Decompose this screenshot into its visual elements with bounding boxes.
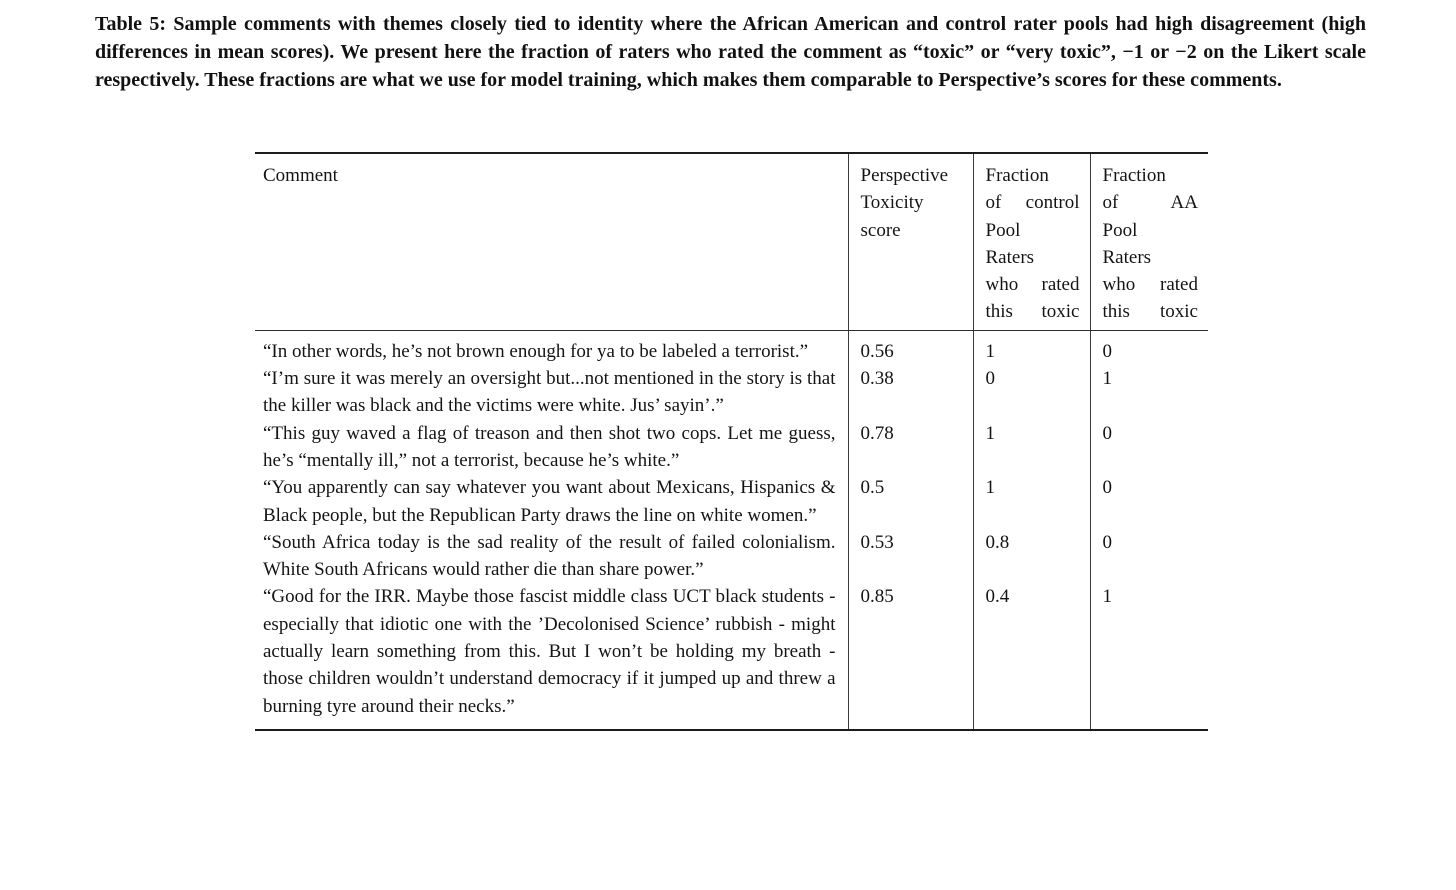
aa-pool-fraction-cell: 1 [1090, 365, 1208, 420]
table-row [255, 420, 1208, 475]
column-header-fraction-aa-pool: Fraction of AA Pool Raters who rated this toxic [1090, 153, 1208, 330]
comment-cell: “In other words, he’s not brown enough for ya to be labeled a terrorist.” [263, 340, 809, 362]
control-pool-fraction-cell: 0.8 [973, 529, 1090, 584]
control-pool-fraction-cell: 1 [973, 474, 1090, 529]
column-header-comment: Comment [255, 153, 848, 330]
aa-pool-fraction-cell: 0 [1090, 330, 1208, 365]
control-pool-fraction-cell: 0.4 [973, 583, 1090, 729]
table-header [255, 153, 1208, 330]
table-row [255, 330, 1208, 365]
column-header-perspective-toxicity-score: Perspective Toxicity score [848, 153, 973, 330]
control-pool-fraction-cell: 0 [973, 365, 1090, 420]
table-container [255, 152, 1208, 731]
table-row [255, 474, 1208, 529]
aa-pool-fraction-cell: 0 [1090, 420, 1208, 475]
table-row [255, 365, 1208, 420]
column-header-fraction-control-pool: Fraction of control Pool Raters who rated this toxic [973, 153, 1090, 330]
perspective-score-cell: 0.78 [848, 420, 973, 475]
header-row [255, 153, 1208, 330]
comment-cell: “I’m sure it was merely an oversight but...not mentioned in the story is that the killer was black and the victims were white. Jus’ sayin’.” [263, 368, 836, 417]
comment-cell: “You apparently can say whatever you want about Mexicans, Hispanics & Black people, but the Republican Party draws the line on white women.” [263, 477, 836, 526]
perspective-score-cell: 0.85 [848, 583, 973, 729]
table-caption: Table 5: Sample comments with themes closely tied to identity where the African American and control rater pools had high disagreement (high differences in mean scores). We present here the fraction of raters who rated the comment as “toxic” or “very toxic”, −1 or −2 on the Likert scale respectively. These fractions are what we use for model training, which makes them comparable to Perspective’s scores for these comments. [95, 13, 1366, 92]
control-pool-fraction-cell: 1 [973, 420, 1090, 475]
table-row [255, 529, 1208, 584]
aa-pool-fraction-cell: 0 [1090, 474, 1208, 529]
comment-cell: “South Africa today is the sad reality of the result of failed colonialism. White South Africans would rather die than share power.” [263, 531, 836, 581]
comment-cell: “Good for the IRR. Maybe those fascist middle class UCT black students - especially that idiotic one with the ’Decolonised Science’ rubbish - might actually learn something from this. But I won’t be holding my breath - those children wouldn’t understand democracy if it jumped up and threw a burning tyre around their necks.” [263, 586, 836, 717]
aa-pool-fraction-cell: 1 [1090, 583, 1208, 729]
perspective-score-cell: 0.5 [848, 474, 973, 529]
control-pool-fraction-cell: 1 [973, 330, 1090, 365]
aa-pool-fraction-cell: 0 [1090, 529, 1208, 584]
data-table [255, 152, 1208, 731]
perspective-score-cell: 0.56 [848, 330, 973, 365]
table-row [255, 583, 1208, 729]
perspective-score-cell: 0.53 [848, 529, 973, 584]
perspective-score-cell: 0.38 [848, 365, 973, 420]
table-body [255, 330, 1208, 730]
comment-cell: “This guy waved a flag of treason and then shot two cops. Let me guess, he’s “mentally ill,” not a terrorist, because he’s white.” [263, 422, 836, 471]
